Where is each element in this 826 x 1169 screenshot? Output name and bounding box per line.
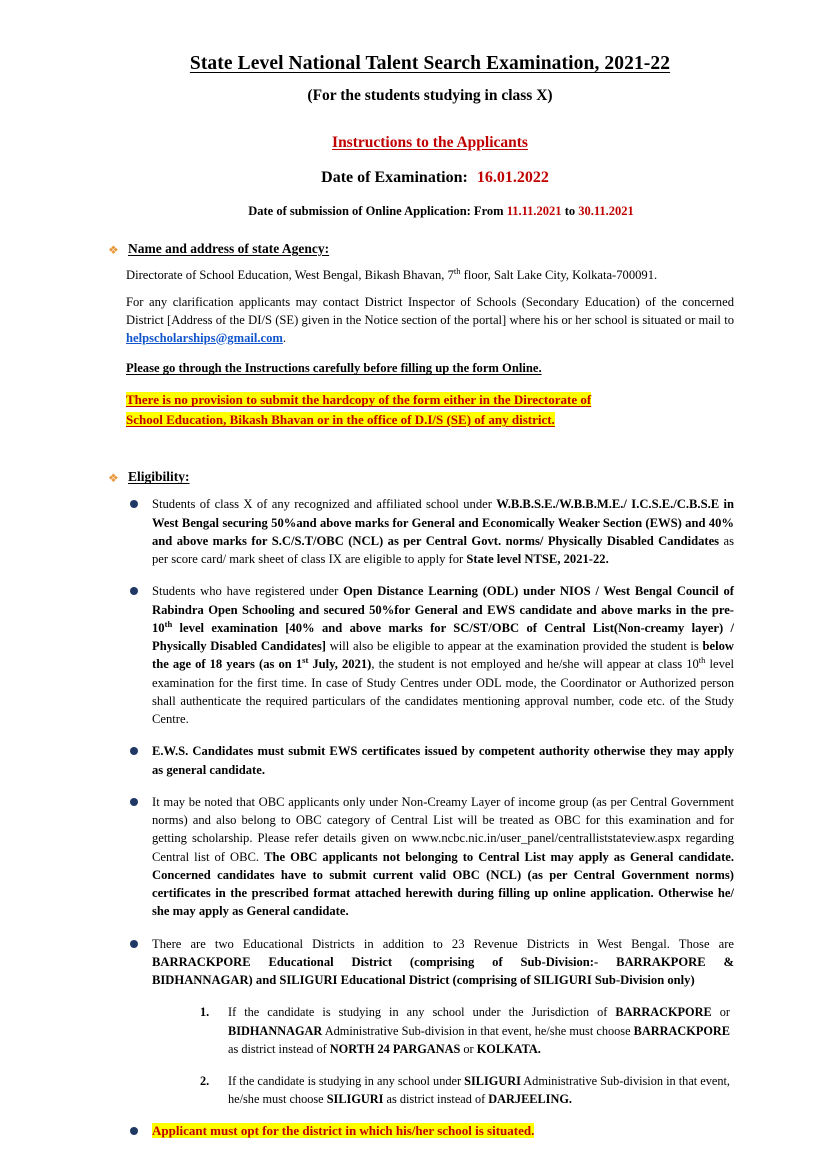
- text-run-2: or: [711, 1005, 730, 1020]
- text-run-1: BARRACKPORE Educational District (comprising of Sub-Division:- BARRAKPORE & BIDHANNAGAR) and SILIGURI Educational District (comprising of SILIGURI Sub-Division only): [152, 954, 734, 988]
- eligibility-districts: [126, 935, 734, 990]
- text-run-5: will also be eligible to appear at the examination provided the student is: [325, 639, 703, 654]
- applicant-district-note-lead: Applicant must opt: [152, 1122, 259, 1138]
- exam-date-line: [126, 169, 734, 187]
- text-run-5: BARRACKPORE: [633, 1023, 730, 1038]
- list-item-text: [152, 584, 734, 726]
- page-title: State Level National Talent Search Examination, 2021-22: [189, 53, 671, 74]
- text-run-0: Students who have registered under: [152, 584, 344, 599]
- text-run-7: NORTH 24 PARGANAS: [329, 1042, 461, 1057]
- text-run-0: There are two Educational Districts in addition to 23 Revenue Districts in West Bengal. Those are: [152, 936, 734, 951]
- text-run-2: Administrative Sub-division in that event, he/she must choose: [228, 1073, 730, 1107]
- eligibility-heading-row: [108, 469, 734, 485]
- submission-date-label: Date of submission of Online Application: From: [248, 203, 504, 218]
- bullet-icon: [130, 1127, 138, 1135]
- list-item-text: [152, 937, 734, 988]
- bullet-icon: [130, 747, 138, 755]
- applicant-district-note: [126, 1122, 734, 1140]
- agency-contact: [126, 294, 734, 348]
- agency-address-ordinal: th: [453, 265, 461, 276]
- no-hardcopy-notice: [126, 390, 726, 429]
- text-run-3: th: [164, 618, 173, 629]
- text-run-1: SILIGURI: [464, 1073, 521, 1088]
- no-hardcopy-line-2: School Education, Bikash Bhavan or in the office of D.I/S (SE) of any district.: [126, 411, 555, 427]
- bullet-icon: [130, 500, 138, 508]
- agency-heading-row: [108, 241, 734, 257]
- text-run-1: Open Distance Learning (ODL) under NIOS / West Bengal Council of Rabindra Open Schooling: [152, 584, 734, 617]
- eligibility-ews: [126, 742, 734, 779]
- applicant-district-note-rest: for the district in which his/her school is situated.: [258, 1122, 535, 1138]
- page-subtitle: (For the students studying in class X): [307, 87, 553, 105]
- district-rules-wrap: [126, 1003, 734, 1108]
- list-item-text: [152, 497, 734, 566]
- text-run-10: th: [698, 655, 706, 666]
- agency-contact-text: For any clarification applicants may contact District Inspector of Schools (Secondary Education) of the concerned District [Address of the DI/S (SE) given in the Notice section of the portal] where his or her school is situated or mail to: [126, 294, 734, 327]
- bullet-icon: [130, 798, 138, 806]
- agency-address-pre: Directorate of School Education, West Bengal, Bikash Bhavan, 7: [126, 267, 454, 282]
- eligibility-odl: [126, 582, 734, 728]
- text-run-3: BIDHANNAGAR: [228, 1023, 323, 1038]
- agency-address-post: floor, Salt Lake City, Kolkata-700091.: [460, 267, 658, 282]
- text-run-7: st: [302, 655, 309, 666]
- text-run-0: E.W.S. Candidates must submit EWS certificates issued by competent authority otherwise they may apply as general candidate.: [152, 744, 734, 777]
- diamond-bullet-icon: ❖: [108, 242, 119, 257]
- support-email-link[interactable]: helpscholarships@gmail.com: [126, 330, 283, 345]
- text-run-6: below the age of 18 years (as on 1: [152, 639, 735, 672]
- text-run-9: KOLKATA.: [476, 1042, 541, 1057]
- agency-contact-period: .: [282, 330, 287, 345]
- agency-address: [126, 267, 734, 285]
- read-instructions-note: Please go through the Instructions carefully before filling up the form Online.: [126, 361, 542, 376]
- text-run-11: level examination for the first time. In case of Study Centres under ODL mode, the Coordinator or Authorized person shall authenticate the required particulars of the candidates mentioning approval number, code etc. of the Study Centre.: [152, 657, 734, 727]
- text-run-8: July, 2021): [308, 657, 372, 672]
- text-run-0: Students of class X of any recognized and affiliated school under: [152, 497, 497, 512]
- list-item-text: [228, 1005, 730, 1056]
- text-run-4: level examination [40% and above marks for SC/ST/OBC of Central List(Non-creamy layer) / Physically Disabled Candidates]: [152, 620, 734, 654]
- submission-to-word: to: [564, 203, 576, 218]
- exam-date-value: 16.01.2022: [476, 168, 549, 186]
- diamond-bullet-icon: ❖: [108, 471, 119, 486]
- bullet-icon: [130, 940, 138, 948]
- text-run-4: Administrative Sub-division in that event, he/she must choose: [322, 1023, 634, 1038]
- text-run-2: and secured 50%for General and EWS candidate and above marks in the pre-10: [152, 602, 734, 635]
- text-run-0: If the candidate is studying in any school under: [228, 1073, 465, 1088]
- text-run-0: It may be noted that OBC applicants only under Non-Creamy Layer of income group (as per Central Government norms) and also belong to OBC category of Central List will be treated as OBC for this examination and for getting scholarship. Please refer details given on www.ncbc.nic.in/user_panel/centralliststateview.aspx regarding Central list of OBC.: [152, 794, 734, 864]
- agency-heading-label: Name and address of state Agency:: [128, 240, 330, 256]
- text-run-1: BARRACKPORE: [615, 1005, 712, 1020]
- submission-to-date: 30.11.2021: [578, 203, 634, 218]
- text-run-2: as per score card/ mark sheet of class IX are eligible to apply for: [152, 533, 734, 567]
- exam-date-label: Date of Examination:: [321, 168, 468, 186]
- eligibility-class-x: [126, 495, 734, 568]
- list-item-text: [152, 744, 734, 776]
- text-run-1: W.B.B.S.E./W.B.B.M.E./ I.C.S.E./C.B.S.E in West Bengal securing 50%and above marks for General and Economically Weaker Section (EWS) and 40% and above marks for S.C/S.T/OBC (NCL) as per Central Govt. norms/ Physically Disabled Candidates: [152, 497, 734, 548]
- eligibility-list: [126, 495, 734, 989]
- submission-date-line: [126, 204, 734, 219]
- text-run-9: , the student is not employed and he/she will appear at class 10: [371, 657, 699, 672]
- text-run-5: DARJEELING.: [488, 1092, 572, 1107]
- list-item-text: [228, 1074, 730, 1106]
- text-run-6: as district instead of: [228, 1042, 330, 1057]
- district-rules-list: [198, 1003, 730, 1108]
- district-rule-2: [198, 1072, 730, 1109]
- text-run-3: SILIGURI: [326, 1092, 384, 1107]
- list-number: 2.: [200, 1073, 210, 1088]
- bullet-icon: [130, 587, 138, 595]
- list-number: 1.: [200, 1005, 210, 1020]
- applicant-district-note-text: [152, 1123, 534, 1138]
- text-run-8: or: [460, 1042, 477, 1057]
- eligibility-heading-label: Eligibility:: [128, 469, 190, 485]
- list-item-text: [152, 795, 734, 919]
- text-run-3: State level NTSE, 2021-22.: [466, 552, 609, 567]
- no-hardcopy-line-1: There is no provision to submit the hardcopy of the form either in the Directorate of: [126, 392, 592, 408]
- text-run-0: If the candidate is studying in any school under the Jurisdiction of: [228, 1005, 616, 1020]
- text-run-1: The OBC applicants not belonging to Central List may apply as General candidate. Concerned candidates have to submit current valid OBC (NCL) (as per Central Government norms) certificates in the prescribed format attached herewith during filling up online application. Otherwise he/ she may apply as General candidate.: [152, 849, 734, 919]
- district-rule-1: [198, 1003, 730, 1058]
- instructions-heading: Instructions to the Applicants: [332, 133, 528, 151]
- submission-from-date: 11.11.2021: [506, 203, 562, 218]
- text-run-4: as district instead of: [383, 1092, 489, 1107]
- eligibility-obc: [126, 793, 734, 921]
